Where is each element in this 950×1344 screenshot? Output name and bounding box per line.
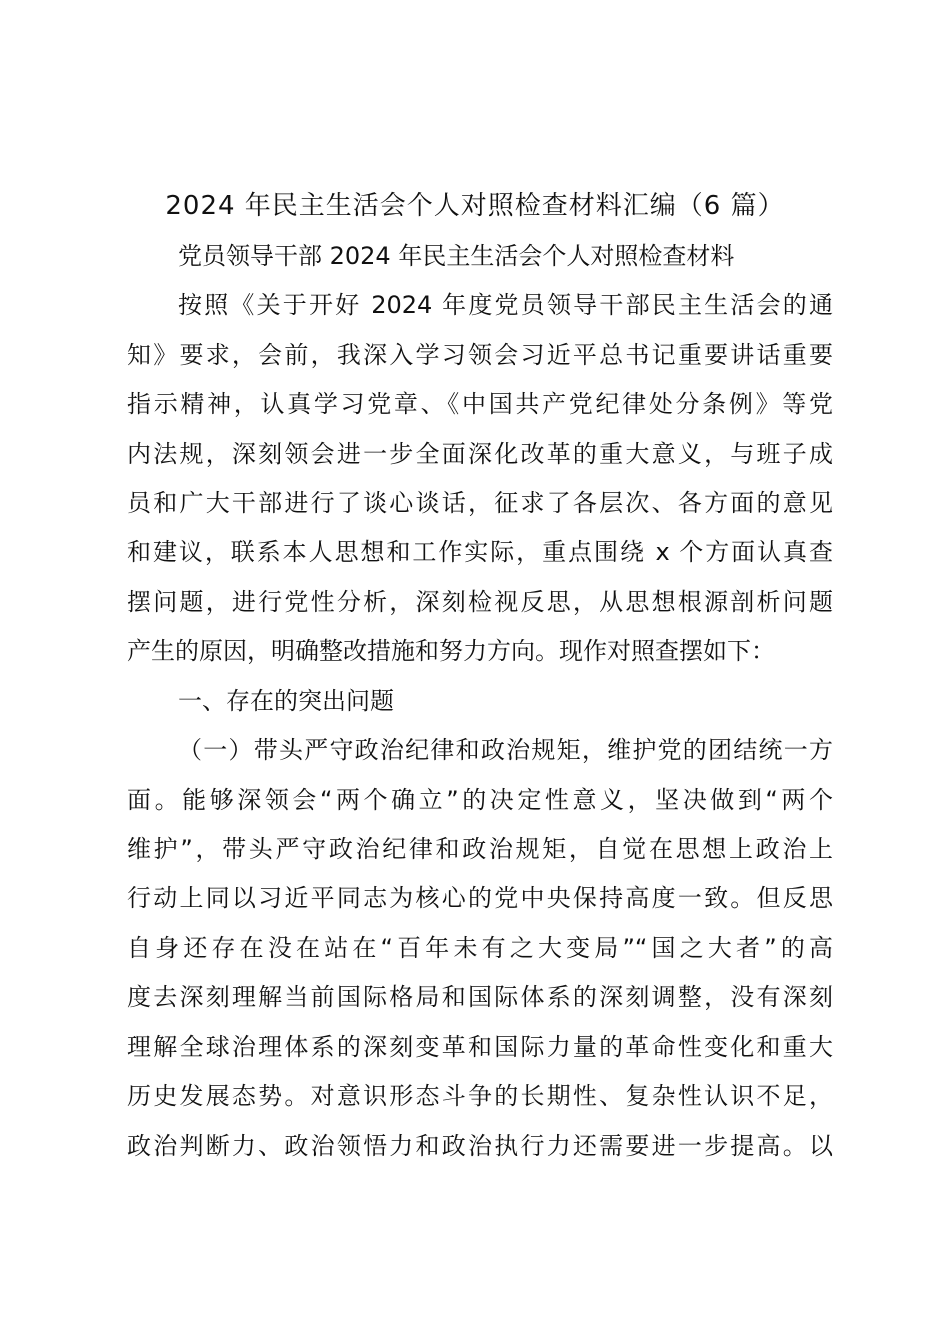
section-heading: 一、存在的突出问题 (178, 687, 394, 715)
paragraph-1-line: 产生的原因，明确整改措施和努力方向。现作对照查摆如下： (127, 637, 775, 665)
paragraph-2-line: 历史发展态势。对意识形态斗争的长期性、复杂性认识不足， (127, 1082, 833, 1110)
paragraph-2-line: 面。能够深领会“两个确立”的决定性意义，坚决做到“两个 (127, 786, 833, 814)
paragraph-2-line: 政治判断力、政治领悟力和政治执行力还需要进一步提高。以 (127, 1132, 833, 1160)
paragraph-1-line: 知》要求，会前，我深入学习领会习近平总书记重要讲话重要 (127, 341, 833, 369)
document-subtitle: 党员领导干部 2024 年民主生活会个人对照检查材料 (178, 242, 735, 270)
paragraph-2-line: 理解全球治理体系的深刻变革和国际力量的革命性变化和重大 (127, 1033, 833, 1061)
paragraph-2-line: 行动上同以习近平同志为核心的党中央保持高度一致。但反思 (127, 884, 833, 912)
paragraph-2-line: （一）带头严守政治纪律和政治规矩，维护党的团结统一方 (178, 736, 833, 764)
paragraph-1-line: 员和广大干部进行了谈心谈话，征求了各层次、各方面的意见 (127, 489, 833, 517)
paragraph-1-line: 摆问题，进行党性分析，深刻检视反思，从思想根源剖析问题 (127, 588, 833, 616)
paragraph-2-line: 自身还存在没在站在“百年未有之大变局”“国之大者”的高 (127, 934, 833, 962)
paragraph-1-line: 按照《关于开好 2024 年度党员领导干部民主生活会的通 (178, 291, 833, 319)
paragraph-1-line: 内法规，深刻领会进一步全面深化改革的重大意义，与班子成 (127, 440, 833, 468)
paragraph-2-line: 维护”，带头严守政治纪律和政治规矩，自觉在思想上政治上 (127, 835, 833, 863)
document-title: 2024 年民主生活会个人对照检查材料汇编（6 篇） (165, 191, 785, 221)
paragraph-1-line: 指示精神，认真学习党章、《中国共产党纪律处分条例》等党 (127, 390, 833, 418)
paragraph-1-line: 和建议，联系本人思想和工作实际，重点围绕 x 个方面认真查 (127, 538, 833, 566)
paragraph-2-line: 度去深刻理解当前国际格局和国际体系的深刻调整，没有深刻 (127, 983, 833, 1011)
